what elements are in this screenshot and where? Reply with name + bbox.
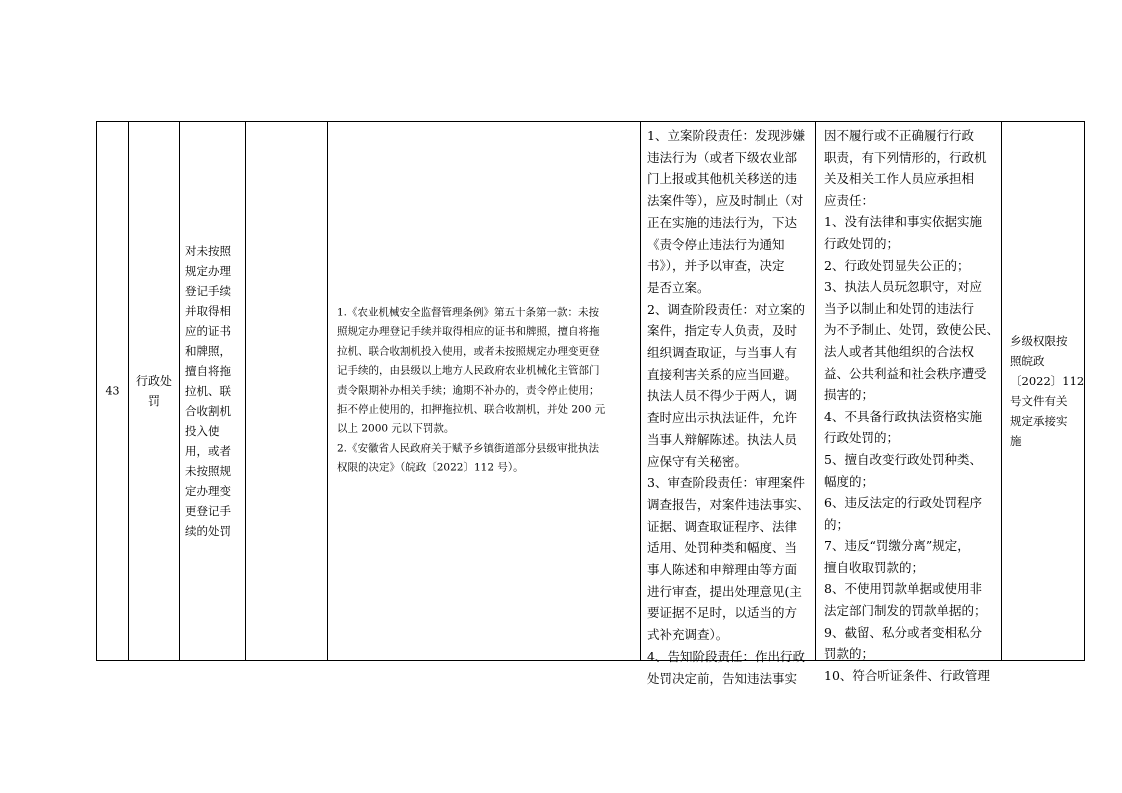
remark-line: 施	[1010, 434, 1022, 448]
duty-line: 罚款的；	[824, 646, 875, 662]
basis-line: 拒不停止使用的，扣押拖拉机、联合收割机，并处 200 元	[337, 403, 606, 416]
remark-line: 乡级权限按	[1010, 334, 1068, 348]
item-line: 擅自将拖	[185, 364, 231, 378]
remark-line: 照皖政	[1010, 354, 1045, 368]
duty-line: 幅度的；	[824, 473, 875, 489]
cell-responsibility-stages	[641, 122, 816, 686]
duty-line: 6、违反法定的行政处罚程序	[824, 495, 982, 511]
duty-line: 8、不使用罚款单据或使用非	[824, 581, 982, 597]
duty-line: 法人或者其他组织的合法权	[824, 343, 975, 359]
duty-line: 行政处罚的；	[824, 235, 900, 251]
cell-remarks	[1002, 122, 1086, 660]
item-line: 并取得相	[185, 304, 231, 318]
cell-empty	[246, 122, 328, 660]
stage-line: 进行审查，提出处理意见(主	[647, 583, 802, 599]
stage-line: 4、告知阶段责任：作出行政	[647, 648, 805, 664]
duty-line: 为不予制止、处罚，致使公民、	[824, 322, 1000, 338]
item-line: 应的证书	[185, 324, 231, 338]
stage-line: 门上报或其他机关移送的违	[647, 171, 798, 187]
cell-item-name	[180, 122, 246, 660]
row-number: 43	[105, 384, 120, 398]
stage-line: 法案件等），应及时制止（对	[647, 193, 804, 209]
cell-category	[129, 122, 180, 660]
remarks-text	[1002, 331, 1086, 451]
item-line: 登记手续	[185, 284, 231, 298]
stage-line: 《责令停止违法行为通知	[647, 236, 785, 252]
item-line: 定办理变	[185, 484, 231, 498]
basis-line: 以上 2000 元以下罚款。	[337, 423, 455, 436]
remark-line: 号文件有关	[1010, 394, 1068, 408]
duty-line: 擅自收取罚款的；	[824, 559, 925, 575]
duty-line: 的；	[824, 516, 850, 532]
category-text	[129, 371, 179, 411]
duty-line: 行政处罚的；	[824, 430, 900, 446]
stage-line: 书》），并予以审查，决定	[647, 258, 785, 274]
category-line: 罚	[147, 394, 160, 408]
stage-line: 适用、处罚种类和幅度、当	[647, 540, 798, 556]
category-line: 行政处	[135, 374, 172, 388]
item-line: 和牌照，	[185, 344, 231, 358]
stage-line: 当事人辩解陈述。执法人员	[647, 431, 798, 447]
item-line: 未按照规	[185, 464, 231, 478]
basis-line: 记手续的，由县级以上地方人民政府农业机械化主管部门	[337, 364, 600, 377]
table-row	[96, 121, 1085, 686]
stage-line: 1、立案阶段责任：发现涉嫌	[647, 128, 805, 143]
item-line: 拉机、联	[185, 384, 231, 398]
basis-line: 2.《安徽省人民政府关于赋予乡镇街道部分县级审批执法	[337, 442, 600, 455]
stage-line: 事人陈述和申辩理由等方面	[647, 562, 798, 578]
item-line: 合收割机	[185, 404, 231, 418]
duty-line: 损害的；	[824, 387, 875, 403]
legal-basis-text	[328, 304, 640, 479]
item-line: 用，或者	[185, 444, 231, 458]
item-line: 更登记手	[185, 504, 231, 518]
remark-line: 〔2022〕112	[1010, 374, 1085, 388]
cell-legal-basis	[328, 122, 641, 660]
duty-line: 7、违反“罚缴分离”规定，	[824, 538, 970, 554]
duty-line: 关及相关工作人员应承担相	[824, 171, 975, 187]
duty-line: 9、截留、私分或者变相私分	[824, 624, 982, 640]
basis-line: 1.《农业机械安全监督管理条例》第五十条第一款：未按	[337, 306, 600, 319]
cell-accountability	[816, 122, 1002, 683]
responsibility-stages-text	[641, 122, 815, 689]
stage-line: 要证据不足时，以适当的方	[647, 605, 798, 621]
item-line: 对未按照	[185, 244, 231, 258]
duty-line: 益、公共利益和社会秩序遭受	[824, 365, 987, 381]
duty-line: 10、符合听证条件、行政管理	[824, 667, 990, 683]
basis-line: 照规定办理登记手续并取得相应的证书和牌照，擅自将拖	[337, 326, 600, 339]
stage-line: 直接利害关系的应当回避。	[647, 366, 798, 382]
stage-line: 应保守有关秘密。	[647, 453, 748, 469]
duty-line: 应责任：	[824, 192, 875, 208]
stage-line: 2、调查阶段责任：对立案的	[647, 301, 805, 317]
duty-line: 法定部门制发的罚款单据的；	[824, 603, 987, 619]
duty-line: 2、行政处罚显失公正的；	[824, 257, 970, 273]
stage-line: 处罚决定前，告知违法事实	[647, 670, 798, 686]
duty-line: 当予以制止和处罚的违法行	[824, 300, 975, 316]
item-line: 规定办理	[185, 264, 231, 278]
stage-line: 调查报告，对案件违法事实、	[647, 496, 810, 512]
basis-line: 权限的决定》（皖政〔2022〕112 号）。	[337, 461, 524, 474]
stage-line: 式补充调查）。	[647, 627, 729, 643]
duty-line: 因不履行或不正确履行行政	[824, 128, 975, 143]
item-line: 投入使	[185, 424, 220, 438]
duty-line: 4、不具备行政执法资格实施	[824, 408, 982, 424]
stage-line: 执法人员不得少于两人，调	[647, 388, 798, 404]
duty-line: 1、没有法律和事实依据实施	[824, 214, 982, 230]
duty-line: 3、执法人员玩忽职守，对应	[824, 279, 982, 295]
stage-line: 案件，指定专人负责，及时	[647, 323, 798, 339]
remark-line: 规定承接实	[1010, 414, 1068, 428]
stage-line: 证据、调查取证程序、法律	[647, 518, 798, 534]
accountability-text	[816, 122, 1001, 686]
item-name-text	[180, 241, 245, 541]
duty-line: 5、擅自改变行政处罚种类、	[824, 451, 982, 467]
stage-line: 组织调查取证，与当事人有	[647, 345, 798, 361]
stage-line: 3、审查阶段责任：审理案件	[647, 475, 805, 491]
cell-number	[97, 122, 129, 660]
stage-line: 正在实施的违法行为，下达	[647, 214, 798, 230]
basis-line: 责令限期补办相关手续；逾期不补办的，责令停止使用；	[337, 384, 600, 397]
basis-line: 拉机、联合收割机投入使用，或者未按照规定办理变更登	[337, 345, 600, 358]
duty-line: 职责，有下列情形的，行政机	[824, 149, 987, 165]
item-line: 续的处罚	[185, 524, 231, 538]
stage-line: 查时应出示执法证件，允许	[647, 410, 798, 426]
stage-line: 是否立案。	[647, 279, 710, 295]
stage-line: 违法行为（或者下级农业部	[647, 149, 798, 165]
